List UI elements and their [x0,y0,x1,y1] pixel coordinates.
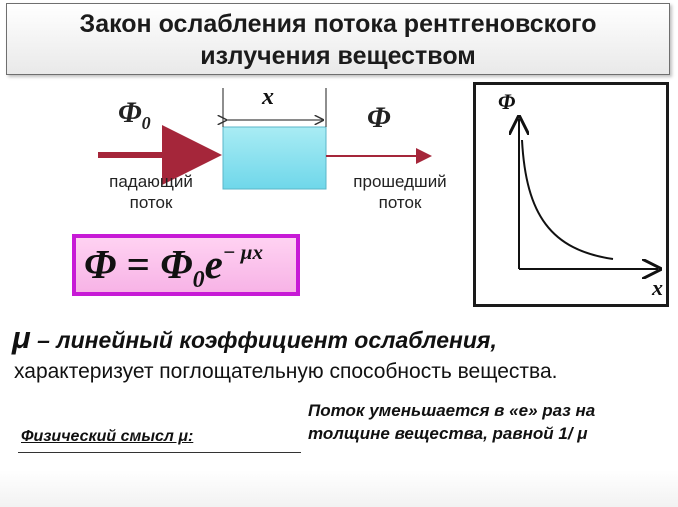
mu-symbol: μ [12,320,31,355]
incident-flux-symbol: Φ [118,96,142,129]
incident-stream-label [86,171,216,213]
decay-curve [522,140,613,259]
bottom-shade [0,470,678,507]
transmitted-stream-label [338,171,462,213]
title-line-2: излучения веществом [200,42,476,70]
graph-y-label: Φ [498,89,516,114]
mu-description: характеризует поглощательную способность вещества. [14,360,558,383]
transmitted-label-line1: прошедший [353,172,447,191]
decay-graph-svg [476,85,666,304]
formula-exponent: − μx [222,240,263,265]
decay-graph [473,82,669,307]
transmitted-label-line2: поток [378,193,422,212]
physical-meaning-underline [18,452,301,453]
title-line-1: Закон ослабления потока рентгеновского [79,10,597,38]
statement-line1: Поток уменьшается в «е» раз на [308,401,596,420]
formula-base: Φ [160,241,193,287]
incident-flux-label [118,96,151,134]
graph-x-label: x [652,275,663,300]
formula-lhs: Φ [84,241,117,287]
formula-exp: e [204,241,223,287]
formula-equals: = [126,241,150,287]
statement-line2: толщине вещества, равной 1/ μ [308,424,588,443]
attenuation-formula [72,234,300,296]
mu-definition [12,320,497,356]
formula-base-subscript: 0 [192,267,205,294]
incident-label-line2: поток [129,193,173,212]
physical-meaning-label: Физический смысл μ: [21,428,194,445]
physical-meaning-statement [308,399,668,445]
formula-expression [84,240,263,294]
transmitted-flux-label: Φ [367,101,391,134]
incident-label-line1: падающий [109,172,193,191]
incident-flux-subscript: 0 [141,113,151,133]
mu-definition-text: – линейный коэффициент ослабления, [30,327,497,353]
thickness-label: x [262,84,274,110]
absorber-slab [223,127,326,189]
